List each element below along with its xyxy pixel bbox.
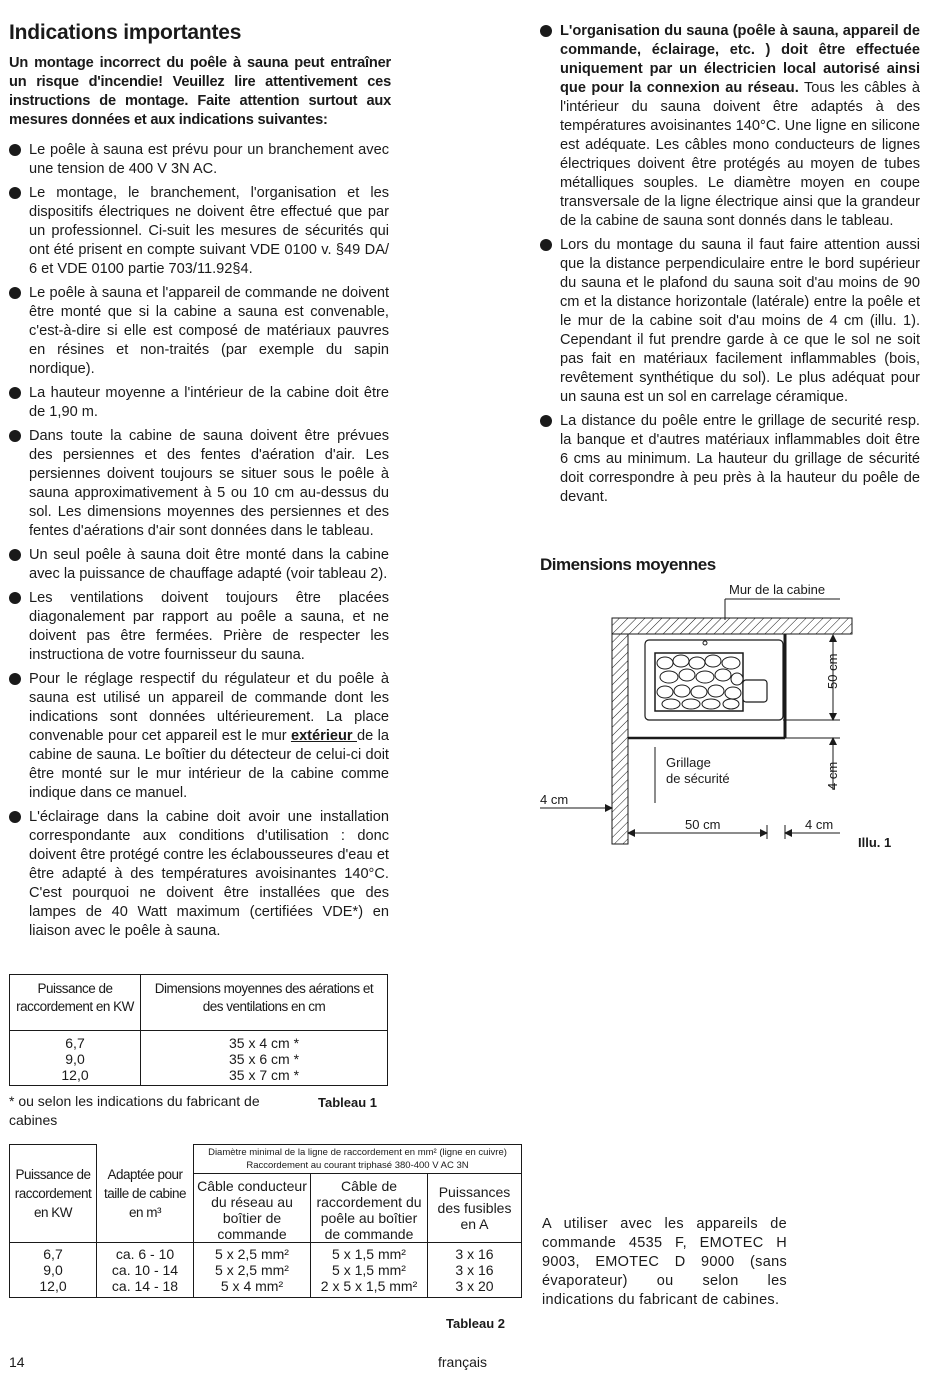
table2-kw: 6,7 [10, 1243, 97, 1263]
section-title: Dimensions moyennes [540, 555, 716, 574]
table2-top-header-line1: Diamètre minimal de la ligne de raccordement en mm² (ligne en cuivre) [208, 1147, 507, 1158]
table-1 [9, 974, 388, 1086]
list-item: Les ventilations doivent toujours être placées diagonalement par rapport au poêle a sauna, et ne doivent pas être fermées. Prière de respecter les instructiona de votre fournisseur du sauna. [9, 589, 389, 665]
table2-top-header-line2: Raccordement au courant triphasé 380-400 V AC 3N [246, 1160, 469, 1171]
table2-header-size: Adaptée pour taille de cabine en m³ [97, 1145, 194, 1243]
table2-cable2: 5 x 1,5 mm² [311, 1262, 428, 1278]
table2-cable1: 5 x 2,5 mm² [194, 1243, 311, 1263]
intro-warning: Un montage incorrect du poêle à sauna peut entraîner un risque d'incendie! Veuillez lire attentivement ces instructions de montage. Faite attention surtout aux mesures données et aux indications suivantes: [9, 55, 391, 128]
table2-fuse: 3 x 16 [428, 1243, 522, 1263]
table1-kw: 6,7 [10, 1031, 141, 1052]
table2-header-cable1: Câble conducteur du réseau au boîtier de commande [194, 1174, 311, 1243]
table1-kw: 12,0 [10, 1067, 141, 1086]
table2-cable2: 2 x 5 x 1,5 mm² [311, 1278, 428, 1298]
table-row [10, 1262, 522, 1278]
table1-dim: 35 x 6 cm * [141, 1051, 388, 1067]
list-item-electrician [540, 22, 920, 231]
table1-label: Tableau 1 [318, 1095, 378, 1110]
table2-header-fuse: Puissances des fusibles en A [428, 1174, 522, 1243]
grid-label: Grillage [666, 755, 711, 770]
figure-caption: Illu. 1 [858, 835, 892, 850]
wall-label: Mur de la cabine [729, 582, 826, 597]
page-number: 14 [9, 1354, 25, 1370]
table2-cable2: 5 x 1,5 mm² [311, 1243, 428, 1263]
table2-label: Tableau 2 [446, 1316, 506, 1331]
table1-footnote: * ou selon les indications du fabricant de cabines [9, 1093, 260, 1128]
regulator-text-before: Pour le réglage respectif du régulateur et du poêle à sauna est utilisé un appareil de commande dont les indications sont données ultérieurement. La place convenable pour cet appareil est le mur [29, 671, 389, 744]
table-2 [9, 1144, 522, 1298]
table-row [10, 1031, 388, 1052]
table-row [10, 1067, 388, 1086]
table1-header-power: Puissance de raccordement en KW [10, 975, 141, 1031]
list-item: Le montage, le branchement, l'organisation et les dispositifs électriques ne doivent être effectué que par un professionnel. Ci-suit les mesures de sécurités qui ont été prisent en compte suivant VDE 0100 v. §49 DA/ 6 et VDE 0100 partie 703/11.92§4. [9, 184, 389, 279]
dim-50-bottom: 50 cm [685, 817, 721, 832]
control-unit [743, 680, 767, 702]
table2-size: ca. 10 - 14 [97, 1262, 194, 1278]
table1-header-dimensions: Dimensions moyennes des aérations et des ventilations en cm [141, 975, 388, 1031]
left-wall [612, 634, 628, 844]
table2-cable1: 5 x 2,5 mm² [194, 1262, 311, 1278]
dim-4-vertical: 4 cm [825, 761, 840, 790]
dim-4-left: 4 cm [540, 792, 569, 807]
page-title: Indications importantes [9, 21, 242, 44]
list-item: Lors du montage du sauna il faut faire attention aussi que la distance perpendiculaire entre le bord supérieur du sauna et le plafond du sauna soit d'au moins de 90 cm et la distance horizontale (latérale) entre la poêle et le mur de la cabine soit d'au moins de 4 cm (illu. 1). Cependant il fut prendre garde à ce que le sol ne soit pas fait en matériaux facilement inflammables (bois, revêtement synthétique du sol). Le plus adéquat pour un sauna est un sol en carrelage céramique. [540, 236, 920, 407]
table1-kw: 9,0 [10, 1051, 141, 1067]
grid-label: de sécurité [666, 771, 730, 786]
table2-fuse: 3 x 16 [428, 1262, 522, 1278]
top-wall [612, 618, 852, 634]
table2-header-cable2: Câble de raccordement du poêle au boîtier de commande [311, 1174, 428, 1243]
dim-50-vertical: 50 cm [825, 653, 840, 689]
table2-cable1: 5 x 4 mm² [194, 1278, 311, 1298]
list-item: Dans toute la cabine de sauna doivent être prévues des persiennes et des fentes d'aération d'air. Les persiennes doivent toujours se situer sous le poêle à sauna approximativement à 5 ou 10 cm au-dessus du sol. Les dimensions moyennes des persiennes et des fentes d'aérations d'air sont données dans le tableau. [9, 427, 389, 541]
list-item: La distance du poêle entre le grillage de securité resp. la banque et d'autres matériaux inflammables doit être 6 cms au minimum. La hauteur du grillage de sécurité doit correspondre à peu près à la hauteur du poêle de devant. [540, 412, 920, 507]
list-item: Le poêle à sauna et l'appareil de commande ne doivent être monté que si la cabine a sauna est convenable, c'est-à-dire si elle est composé de matériaux pauvres en résines et non-traités (par exemple du sapin nordique). [9, 284, 389, 379]
table-row [10, 1243, 522, 1263]
table-row [10, 1278, 522, 1298]
list-item-lighting: L'éclairage dans la cabine doit avoir une installation correspondante aux conditions d'utilisation : donc doivent être protégé contre les éclabousseures d'eau et être adapté à des températures avoisinantes 140°C. C'est pourquoi ne doivent être installées que des lampes de 40 Watt maximum (certifiées VDE*) en liaison avec le poêle à sauna. [9, 808, 389, 941]
table2-kw: 12,0 [10, 1278, 97, 1298]
list-item: Un seul poêle à sauna doit être monté dans la cabine avec la puissance de chauffage adapté (voir tableau 2). [9, 546, 389, 584]
table2-fuse: 3 x 20 [428, 1278, 522, 1298]
table2-header-power: Puissance de raccordement en KW [10, 1145, 97, 1243]
regulator-text-after: de la cabine de sauna. Le boîtier du détecteur de celui-ci doit être monté sur le mur intérieur de la cabine comme indique dans ce manuel. [29, 728, 389, 801]
table2-size: ca. 6 - 10 [97, 1243, 194, 1263]
table1-dim: 35 x 4 cm * [141, 1031, 388, 1052]
table2-size: ca. 14 - 18 [97, 1278, 194, 1298]
electrician-text: Tous les câbles à l'intérieur du sauna doivent être adaptés à des températures avoisinantes 140°C. Une ligne en silicone est adéquate. Les câbles mono conducteurs de lignes électriques doivent être protégés au moyen de tubes métalliques souples. Le diamètre moyen en coupe transversale de la ligne électrique ainsi que la grandeur de la cabine de sauna sont donnés dans le tableau. [560, 80, 920, 229]
table1-dim: 35 x 7 cm * [141, 1067, 388, 1086]
list-item-regulator [9, 670, 389, 803]
dim-4-bottom: 4 cm [805, 817, 834, 832]
table2-kw: 9,0 [10, 1262, 97, 1278]
regulator-emphasis: extérieur [290, 728, 357, 744]
list-item: Le poêle à sauna est prévu pour un branchement avec une tension de 400 V 3N AC. [9, 141, 389, 179]
language-label: français [438, 1354, 488, 1370]
compatibility-note: A utiliser avec les appareils de commande 4535 F, EMOTEC H 9003, EMOTEC D 9000 (sans évaporateur) ou selon les indications du fabricant de cabines. [542, 1216, 787, 1308]
left-column [9, 141, 389, 946]
electrician-bold-text: L'organisation du sauna (poêle à sauna, appareil de commande, éclairage, etc. ) doit être effectuée uniquement par un électricien local autorisé ainsi que pour la connexion au réseau. [560, 23, 920, 96]
list-item: La hauteur moyenne a l'intérieur de la cabine doit être de 1,90 m. [9, 384, 389, 422]
installation-diagram [535, 575, 895, 860]
table-row [10, 1051, 388, 1067]
right-column [540, 22, 920, 512]
table2-top-header [194, 1145, 522, 1174]
